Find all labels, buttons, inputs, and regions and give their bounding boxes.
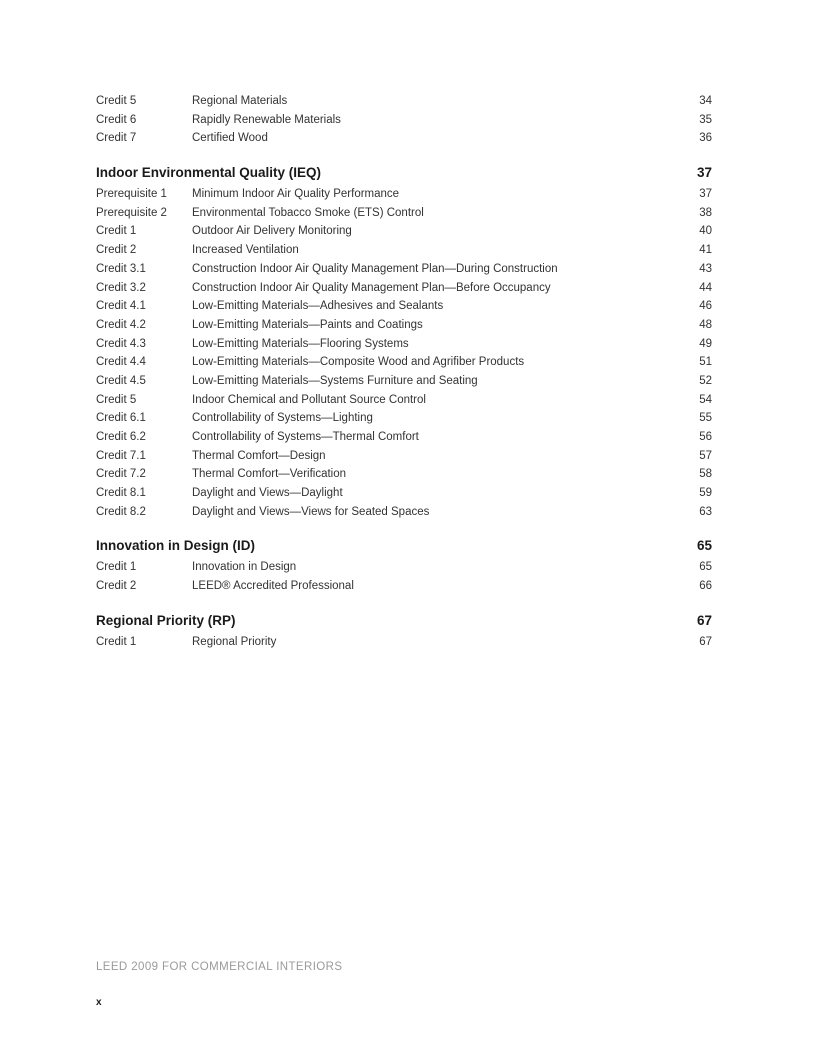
- toc-entry-label: Credit 4.2: [96, 318, 146, 331]
- toc-entry-label: Credit 4.5: [96, 374, 146, 387]
- toc-entry[interactable]: [96, 447, 712, 466]
- toc-entry[interactable]: [96, 335, 712, 354]
- toc-entry-label: Credit 4.1: [96, 300, 146, 313]
- toc-entry-label: Credit 7.2: [96, 468, 146, 481]
- toc-entry-page: 38: [699, 206, 712, 219]
- toc-entry-label: Credit 2: [96, 580, 137, 593]
- toc-entry[interactable]: [96, 92, 712, 111]
- toc-entry-label: Prerequisite 2: [96, 206, 167, 219]
- toc-entry-label: Credit 3.2: [96, 281, 146, 294]
- toc-entry[interactable]: [96, 428, 712, 447]
- toc-entry-page: 51: [699, 356, 712, 369]
- section-heading-id[interactable]: [96, 533, 712, 558]
- section-page: 37: [696, 165, 712, 181]
- toc-entry-label: Credit 7.1: [96, 449, 146, 462]
- toc-entry-title: Indoor Chemical and Pollutant Source Control: [192, 393, 426, 406]
- toc-entry-title: Controllability of Systems—Thermal Comfort: [192, 431, 419, 443]
- toc-entry-page: 34: [699, 95, 712, 107]
- toc-entry-title: Construction Indoor Air Quality Management Plan—During Construction: [192, 262, 558, 275]
- toc-entry[interactable]: [96, 260, 712, 279]
- toc-entry-title: Increased Ventilation: [192, 244, 299, 257]
- toc-entry-label: Credit 5: [96, 95, 137, 107]
- toc-entry-label: Prerequisite 1: [96, 188, 167, 201]
- toc-entry-page: 40: [699, 225, 712, 238]
- toc-entry-page: 52: [699, 374, 712, 387]
- toc-entry-page: 44: [699, 281, 712, 294]
- table-of-contents: [96, 92, 712, 652]
- toc-entry-title: Certified Wood: [192, 132, 268, 145]
- toc-entry-page: 66: [699, 580, 712, 593]
- toc-entry-title: LEED® Accredited Professional: [192, 580, 354, 593]
- section-heading-ieq[interactable]: [96, 160, 712, 185]
- toc-entry-page: 35: [699, 113, 712, 126]
- toc-entry[interactable]: [96, 222, 712, 241]
- toc-entry-title: Low-Emitting Materials—Adhesives and Sealants: [192, 300, 444, 313]
- toc-entry-label: Credit 4.3: [96, 337, 146, 350]
- section-heading-rp[interactable]: [96, 608, 712, 633]
- toc-entry-page: 43: [699, 262, 712, 275]
- section-title: Regional Priority (RP): [96, 612, 236, 628]
- toc-entry[interactable]: [96, 129, 712, 148]
- toc-entry-page: 65: [699, 561, 712, 574]
- section-title: Indoor Environmental Quality (IEQ): [96, 165, 322, 181]
- toc-entry-label: Credit 8.2: [96, 505, 146, 518]
- toc-entry-page: 37: [699, 188, 712, 201]
- toc-entry-label: Credit 1: [96, 225, 137, 238]
- toc-entry[interactable]: [96, 279, 712, 298]
- toc-entry-page: 49: [699, 337, 712, 350]
- toc-entry-page: 54: [699, 393, 712, 406]
- toc-entry-title: Low-Emitting Materials—Composite Wood and Agrifiber Products: [192, 356, 525, 369]
- toc-entry-page: 63: [699, 505, 712, 518]
- toc-entry-page: 56: [699, 431, 712, 443]
- toc-entry[interactable]: [96, 465, 712, 484]
- toc-entry-title: Innovation in Design: [192, 561, 297, 574]
- toc-entry[interactable]: [96, 353, 712, 372]
- toc-entry[interactable]: [96, 391, 712, 410]
- toc-entry-page: 41: [699, 244, 712, 257]
- page-number: x: [96, 997, 102, 1008]
- toc-entry[interactable]: [96, 372, 712, 391]
- toc-entry-title: Rapidly Renewable Materials: [192, 113, 341, 126]
- toc-entry-label: Credit 1: [96, 635, 137, 648]
- toc-entry-label: Credit 7: [96, 132, 137, 145]
- toc-entry[interactable]: [96, 316, 712, 335]
- toc-entry[interactable]: [96, 111, 712, 130]
- toc-entry[interactable]: [96, 577, 712, 596]
- toc-entry-label: Credit 6: [96, 113, 137, 126]
- toc-entry-title: Thermal Comfort—Verification: [192, 468, 347, 481]
- toc-entry-label: Credit 5: [96, 393, 137, 406]
- toc-entry-title: Regional Materials: [192, 95, 288, 107]
- toc-entry-page: 58: [699, 468, 712, 481]
- toc-entry[interactable]: [96, 297, 712, 316]
- toc-entry-label: Credit 8.1: [96, 487, 146, 500]
- toc-entry-label: Credit 2: [96, 244, 137, 257]
- toc-entry-page: 57: [699, 449, 712, 462]
- toc-entry-title: Controllability of Systems—Lighting: [192, 412, 373, 425]
- toc-entry[interactable]: [96, 558, 712, 577]
- toc-entry-title: Low-Emitting Materials—Systems Furniture and Seating: [192, 374, 478, 387]
- toc-entry-label: Credit 3.1: [96, 262, 146, 275]
- toc-entry-label: Credit 6.1: [96, 412, 146, 425]
- toc-entry-title: Daylight and Views—Views for Seated Spaces: [192, 505, 430, 518]
- toc-entry-label: Credit 4.4: [96, 356, 146, 369]
- toc-entry-title: Construction Indoor Air Quality Management Plan—Before Occupancy: [192, 281, 551, 294]
- toc-entry[interactable]: [96, 204, 712, 223]
- toc-entry[interactable]: [96, 484, 712, 503]
- toc-entry[interactable]: [96, 241, 712, 260]
- toc-entry-page: 36: [699, 132, 712, 145]
- toc-entry[interactable]: [96, 503, 712, 522]
- toc-entry-page: 55: [699, 412, 712, 425]
- toc-entry-label: Credit 6.2: [96, 431, 146, 443]
- section-title: Innovation in Design (ID): [96, 538, 255, 554]
- toc-entry-title: Thermal Comfort—Design: [192, 449, 326, 462]
- toc-entry-label: Credit 1: [96, 561, 137, 574]
- toc-entry-title: Environmental Tobacco Smoke (ETS) Control: [192, 206, 424, 219]
- toc-entry-title: Low-Emitting Materials—Paints and Coatings: [192, 318, 423, 331]
- toc-entry-title: Outdoor Air Delivery Monitoring: [192, 225, 352, 238]
- section-page: 67: [696, 612, 712, 628]
- running-footer-title: LEED 2009 FOR COMMERCIAL INTERIORS: [96, 961, 343, 973]
- section-page: 65: [696, 538, 712, 554]
- toc-entry[interactable]: [96, 633, 712, 652]
- toc-entry-title: Low-Emitting Materials—Flooring Systems: [192, 337, 409, 350]
- toc-entry-title: Minimum Indoor Air Quality Performance: [192, 188, 400, 201]
- toc-entry[interactable]: [96, 409, 712, 428]
- toc-entry-page: 48: [699, 318, 712, 331]
- toc-entry-title: Daylight and Views—Daylight: [192, 487, 343, 500]
- toc-entry-title: Regional Priority: [192, 635, 277, 648]
- toc-entry[interactable]: [96, 185, 712, 204]
- toc-entry-page: 59: [699, 487, 712, 500]
- toc-entry-page: 67: [699, 635, 712, 648]
- toc-entry-page: 46: [699, 300, 712, 313]
